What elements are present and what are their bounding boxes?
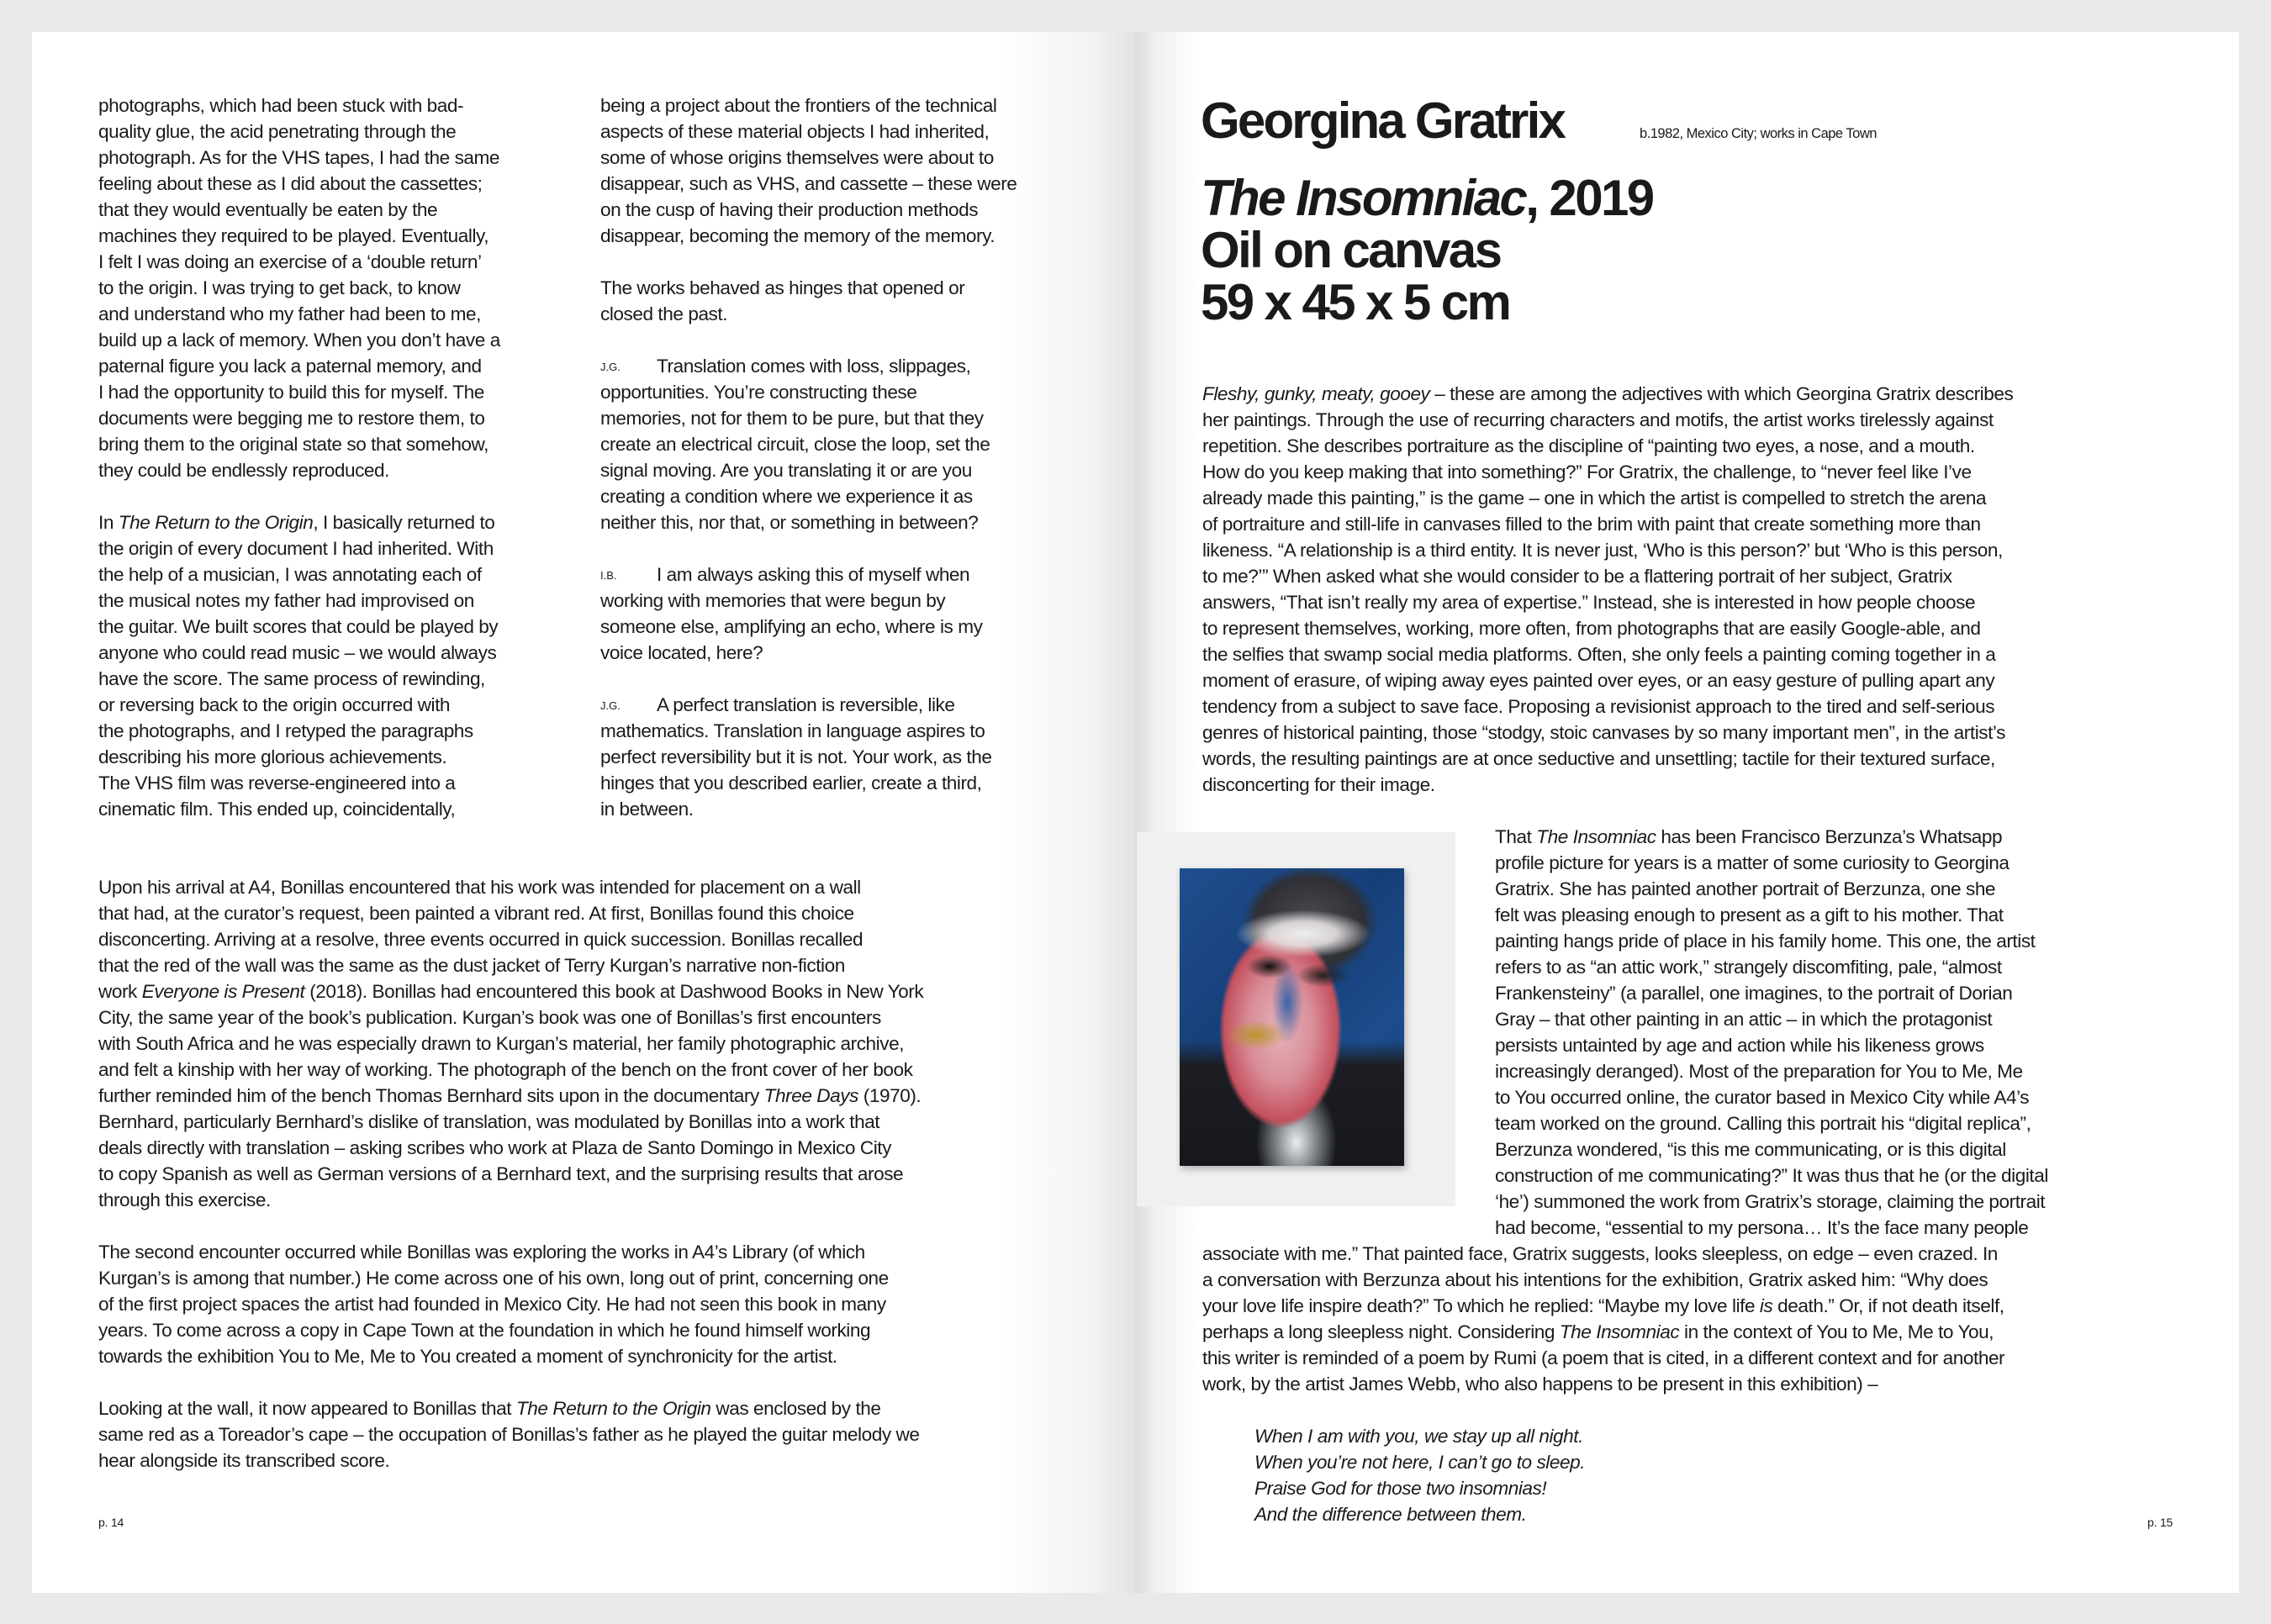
text-segment: , I basically returned to <box>313 512 495 533</box>
artwork-image-frame <box>1137 832 1455 1206</box>
text-line: associate with me.” That painted face, Gratrix suggests, looks sleepless, on edge – even crazed. In <box>1202 1243 1998 1264</box>
text-line: moment of erasure, of wiping away eyes painted over eyes, or an easy gesture of pulling apart any <box>1202 670 1995 691</box>
speaker-initials: J.G. <box>600 361 621 373</box>
text-line: perfect reversibility but it is not. Your work, as the <box>600 746 992 767</box>
text-line: the origin of every document I had inherited. With <box>98 538 494 559</box>
text-line: disconcerting for their image. <box>1202 774 1435 795</box>
left-column-1 <box>98 92 500 822</box>
text-line: construction of me communicating?” It was thus that he (or the digital <box>1495 1165 2048 1186</box>
text-line: voice located, here? <box>600 642 763 663</box>
speaker-text: I am always asking this of myself when <box>657 564 970 585</box>
text-line: the help of a musician, I was annotating each of <box>98 564 482 585</box>
text-line: to copy Spanish as well as German versions of a Bernhard text, and the surprising results that arose <box>98 1163 904 1184</box>
text-line: refers to as “an attic work,” strangely discomfiting, pale, “almost <box>1495 957 2002 978</box>
text-segment: has been Francisco Berzunza’s Whatsapp <box>1656 826 2003 847</box>
text-line: they could be endlessly reproduced. <box>98 460 389 481</box>
right-text-after-image <box>1202 1241 2004 1397</box>
page-number-right: p. 15 <box>2147 1516 2173 1529</box>
text-line: documents were begging me to restore them, to <box>98 408 485 429</box>
text-line: a conversation with Berzunza about his intentions for the exhibition, Gratrix asked him: “Why does <box>1202 1269 1988 1290</box>
text-line <box>1495 824 2048 850</box>
text-line: repetition. She describes portraiture as the discipline of “painting two eyes, a nose, and a mouth. <box>1202 435 1975 456</box>
text-line <box>1254 1423 1585 1449</box>
text-line <box>1202 1319 2004 1345</box>
text-line: the photographs, and I retyped the paragraphs <box>98 720 473 741</box>
italic-segment: Three Days <box>763 1085 858 1106</box>
text-segment: was enclosed by the <box>710 1398 881 1419</box>
text-line: photograph. As for the VHS tapes, I had the same <box>98 147 500 168</box>
italic-segment: The Insomniac <box>1559 1321 1680 1342</box>
text-line: machines they required to be played. Eventually, <box>98 225 489 246</box>
text-line: some of whose origins themselves were about to <box>600 147 994 168</box>
text-line: answers, “That isn’t really my area of expertise.” Instead, she is interested in how people choose <box>1202 592 1976 613</box>
page-number-left: p. 14 <box>98 1516 124 1529</box>
text-line: The VHS film was reverse-engineered into a <box>98 772 456 794</box>
text-line: Bernhard, particularly Bernhard’s dislike of translation, was modulated by Bonillas into a work that <box>98 1111 880 1132</box>
text-line: create an electrical circuit, close the loop, set the <box>600 434 990 455</box>
text-line <box>98 1083 923 1109</box>
text-segment: That <box>1495 826 1537 847</box>
italic-segment: The Return to the Origin <box>515 1398 711 1419</box>
text-line: have the score. The same process of rewinding, <box>98 668 485 689</box>
text-line: deals directly with translation – asking scribes who work at Plaza de Santo Domingo in Mexico City <box>98 1137 891 1158</box>
text-line: painting hangs pride of place in his family home. This one, the artist <box>1495 931 2036 952</box>
text-line: Frankensteiny” (a parallel, one imagines, to the portrait of Dorian <box>1495 983 2013 1004</box>
text-line: on the cusp of having their production methods <box>600 199 979 220</box>
artist-name: Georgina Gratrix <box>1201 92 1565 149</box>
speaker-text: Translation comes with loss, slippages, <box>657 356 971 377</box>
text-line <box>1254 1501 1585 1527</box>
text-line: anyone who could read music – we would always <box>98 642 497 663</box>
text-line: build up a lack of memory. When you don’t have a <box>98 330 500 351</box>
text-line: The second encounter occurred while Bonillas was exploring the works in A4’s Library (of which <box>98 1242 865 1263</box>
text-line <box>98 978 923 1004</box>
artwork-image-the-insomniac <box>1180 868 1404 1166</box>
text-line: genres of historical painting, those “stodgy, stoic canvases by so many important men”, in the artist’s <box>1202 722 2005 743</box>
text-line: words, the resulting paintings are at once seductive and unsettling; tactile for their textured surface, <box>1202 748 1995 769</box>
text-line: in between. <box>600 799 694 820</box>
text-line: Gratrix. She has painted another portrait of Berzunza, one she <box>1495 878 1996 899</box>
text-line: quality glue, the acid penetrating through the <box>98 121 457 142</box>
text-line: and understand who my father had been to me, <box>98 303 481 324</box>
left-full-width-text <box>98 874 923 1474</box>
text-line: through this exercise. <box>98 1189 271 1210</box>
text-line <box>600 562 1017 588</box>
text-line: that the red of the wall was the same as the dust jacket of Terry Kurgan’s narrative non-fiction <box>98 955 845 976</box>
text-line <box>600 692 1017 718</box>
text-line <box>1202 1293 2004 1319</box>
text-line: paternal figure you lack a paternal memory, and <box>98 356 482 377</box>
right-text-beside-image <box>1495 824 2048 1241</box>
text-line: of the first project spaces the artist had founded in Mexico City. He had not seen this book in many <box>98 1294 886 1315</box>
blank-line <box>98 1369 923 1395</box>
text-line: persists untainted by age and action while his likeness grows <box>1495 1035 1984 1056</box>
text-line: signal moving. Are you translating it or are you <box>600 460 972 481</box>
speaker-initials: I.B. <box>600 569 617 582</box>
text-line: memories, not for them to be pure, but that they <box>600 408 984 429</box>
text-line: towards the exhibition You to Me, Me to You created a moment of synchronicity for the artist. <box>98 1346 837 1367</box>
text-line: to me?’” When asked what she would consider to be a flattering portrait of her subject, Gratrix <box>1202 566 1952 587</box>
text-line: The works behaved as hinges that opened or <box>600 277 965 298</box>
blank-line <box>600 249 1017 275</box>
artist-info: b.1982, Mexico City; works in Cape Town <box>1640 126 1877 141</box>
italic-segment: When I am with you, we stay up all night. <box>1254 1426 1583 1447</box>
text-line <box>98 509 500 535</box>
text-line: bring them to the original state so that somehow, <box>98 434 489 455</box>
text-line: being a project about the frontiers of the technical <box>600 95 997 116</box>
text-line: hear alongside its transcribed score. <box>98 1450 390 1471</box>
text-line: increasingly deranged). Most of the preparation for You to Me, Me <box>1495 1061 2023 1082</box>
text-line: describing his more glorious achievements. <box>98 746 447 767</box>
italic-segment: Fleshy, gunky, meaty, gooey <box>1202 383 1430 404</box>
text-line: City, the same year of the book’s publication. Kurgan’s book was one of Bonillas’s first encounters <box>98 1007 881 1028</box>
text-line: profile picture for years is a matter of some curiosity to Georgina <box>1495 852 2010 873</box>
text-line: the musical notes my father had improvised on <box>98 590 474 611</box>
text-segment: death.” Or, if not death itself, <box>1772 1295 2004 1316</box>
text-line: How do you keep making that into something?” For Gratrix, the challenge, to “never feel like I’ve <box>1202 461 1972 482</box>
text-line: tendency from a subject to save face. Proposing a revisionist approach to the tired and self-serious <box>1202 696 1995 717</box>
text-line: with South Africa and he was especially drawn to Kurgan’s material, her family photographic archive, <box>98 1033 905 1054</box>
speaker-text: A perfect translation is reversible, like <box>657 694 955 715</box>
text-line: opportunities. You’re constructing these <box>600 382 917 403</box>
text-segment: work <box>98 981 142 1002</box>
text-line: creating a condition where we experience it as <box>600 486 973 507</box>
text-line: already made this painting,” is the game – one in which the artist is compelled to stretch the arena <box>1202 488 1987 509</box>
italic-segment: Everyone is Present <box>141 981 305 1002</box>
text-line: Kurgan’s is among that number.) He come across one of his own, long out of print, concerning one <box>98 1268 889 1289</box>
blank-line <box>98 483 500 509</box>
text-line: I felt I was doing an exercise of a ‘double return’ <box>98 251 482 272</box>
text-line: this writer is reminded of a poem by Rumi (a poem that is cited, in a different context and for another <box>1202 1347 2005 1368</box>
text-segment: perhaps a long sleepless night. Considering <box>1202 1321 1560 1342</box>
text-line: team worked on the ground. Calling this portrait his “digital replica”, <box>1495 1113 2031 1134</box>
text-line: felt was pleasing enough to present as a gift to his mother. That <box>1495 904 2004 925</box>
text-line: Upon his arrival at A4, Bonillas encountered that his work was intended for placement on a wall <box>98 877 861 898</box>
text-segment: in the context of You to Me, Me to You, <box>1679 1321 1994 1342</box>
italic-segment: is <box>1759 1295 1773 1316</box>
text-segment: – these are among the adjectives with which Georgina Gratrix describes <box>1429 383 2014 404</box>
text-line: disconcerting. Arriving at a resolve, three events occurred in quick succession. Bonillas recalled <box>98 929 864 950</box>
text-line: same red as a Toreador’s cape – the occupation of Bonillas’s father as he played the guitar melody we <box>98 1424 920 1445</box>
blank-line <box>98 1213 923 1239</box>
text-line: neither this, nor that, or something in between? <box>600 512 979 533</box>
text-line: working with memories that were begun by <box>600 590 946 611</box>
right-intro-text <box>1202 381 2013 798</box>
text-line <box>1202 381 2013 407</box>
text-line: hinges that you described earlier, create a third, <box>600 772 982 794</box>
artwork-dimensions: 59 x 45 x 5 cm <box>1201 274 1510 330</box>
left-column-2 <box>600 92 1017 822</box>
text-line: her paintings. Through the use of recurring characters and motifs, the artist works tirelessly against <box>1202 409 1994 430</box>
text-segment: In <box>98 512 119 533</box>
italic-segment: When you’re not here, I can’t go to sleep. <box>1254 1452 1586 1473</box>
text-segment: (2018). Bonillas had encountered this book at Dashwood Books in New York <box>304 981 924 1002</box>
text-line: photographs, which had been stuck with bad- <box>98 95 464 116</box>
blank-line <box>600 535 1017 562</box>
text-line: cinematic film. This ended up, coincidentally, <box>98 799 456 820</box>
italic-segment: And the difference between them. <box>1254 1504 1527 1525</box>
text-line: and felt a kinship with her way of working. The photograph of the bench on the front cover of her book <box>98 1059 913 1080</box>
text-line: work, by the artist James Webb, who also happens to be present in this exhibition) – <box>1202 1374 1878 1395</box>
text-line <box>1254 1449 1585 1475</box>
text-line: closed the past. <box>600 303 728 324</box>
text-line <box>98 1395 923 1421</box>
text-line: I had the opportunity to build this for myself. The <box>98 382 484 403</box>
text-line: mathematics. Translation in language aspires to <box>600 720 985 741</box>
italic-segment: The Insomniac <box>1536 826 1656 847</box>
text-line: that had, at the curator’s request, been painted a vibrant red. At first, Bonillas found this choice <box>98 903 854 924</box>
blank-line <box>600 327 1017 353</box>
artwork-year: , 2019 <box>1525 170 1653 226</box>
text-line: years. To come across a copy in Cape Town at the foundation in which he found himself working <box>98 1320 871 1341</box>
text-line: had become, “essential to my persona… It’s the face many people <box>1495 1217 2029 1238</box>
speaker-initials: J.G. <box>600 699 621 712</box>
text-segment: Looking at the wall, it now appeared to Bonillas that <box>98 1398 516 1419</box>
text-line: Gray – that other painting in an attic – in which the protagonist <box>1495 1009 1993 1030</box>
artwork-title: The Insomniac <box>1201 170 1526 226</box>
text-line <box>600 353 1017 379</box>
text-line: ‘he’) summoned the work from Gratrix’s storage, claiming the portrait <box>1495 1191 2046 1212</box>
text-line: the guitar. We built scores that could be played by <box>98 616 499 637</box>
text-line: disappear, becoming the memory of the memory. <box>600 225 996 246</box>
text-line: likeness. “A relationship is a third entity. It is never just, ‘Who is this person?’ but ‘Who is this person, <box>1202 540 2003 561</box>
text-line <box>1254 1475 1585 1501</box>
text-line: Berzunza wondered, “is this me communicating, or is this digital <box>1495 1139 2006 1160</box>
text-segment: further reminded him of the bench Thomas Bernhard sits upon in the documentary <box>98 1085 764 1106</box>
artwork-caption <box>1201 172 1653 329</box>
text-segment: your love life inspire death?” To which he replied: “Maybe my love life <box>1202 1295 1760 1316</box>
text-line: disappear, such as VHS, and cassette – these were <box>600 173 1017 194</box>
rumi-poem <box>1254 1423 1585 1527</box>
text-line: or reversing back to the origin occurred with <box>98 694 451 715</box>
text-line: to represent themselves, working, more often, from photographs that are easily Google-able, and <box>1202 618 1981 639</box>
text-line: aspects of these material objects I had inherited, <box>600 121 990 142</box>
blank-line <box>600 666 1017 692</box>
text-segment: (1970). <box>858 1085 922 1106</box>
text-line: to You occurred online, the curator based in Mexico City while A4’s <box>1495 1087 2030 1108</box>
text-line: someone else, amplifying an echo, where is my <box>600 616 983 637</box>
artwork-medium: Oil on canvas <box>1201 222 1501 278</box>
text-line: feeling about these as I did about the cassettes; <box>98 173 483 194</box>
italic-segment: Praise God for those two insomnias! <box>1254 1478 1547 1499</box>
italic-segment: The Return to the Origin <box>118 512 314 533</box>
text-line: the selfies that swamp social media platforms. Often, she only feels a painting coming together in a <box>1202 644 1996 665</box>
text-line: to the origin. I was trying to get back, to know <box>98 277 461 298</box>
text-line: of portraiture and still-life in canvases filled to the brim with paint that create something more than <box>1202 514 1981 535</box>
text-line: that they would eventually be eaten by the <box>98 199 438 220</box>
